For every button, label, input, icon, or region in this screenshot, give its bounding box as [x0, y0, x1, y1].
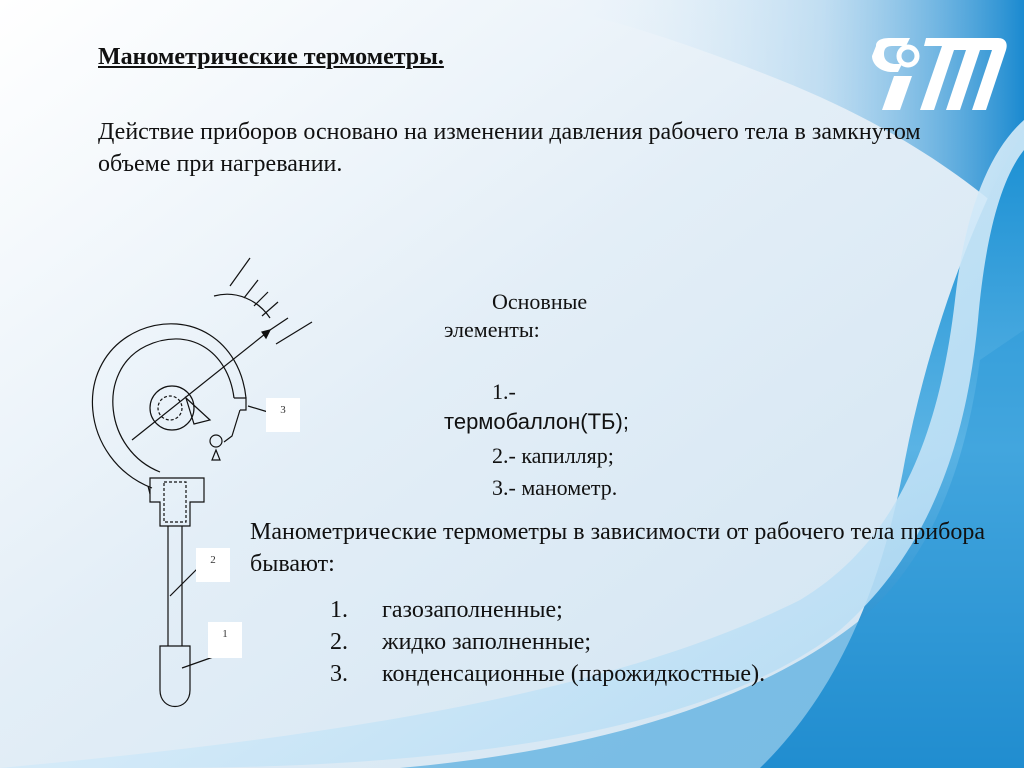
callout-label-3: 3	[266, 398, 300, 432]
intro-text: Действие приборов основано на изменении давления рабочего тела в замкнутом объеме при нагревании.	[98, 119, 921, 177]
element-1-label: термобаллон(ТБ);	[444, 409, 629, 434]
list-item-label: конденсационные (парожидкостные).	[382, 661, 766, 687]
list-item	[330, 594, 765, 626]
bourdon-tube	[92, 324, 246, 488]
list-item-label: жидко заполненные;	[382, 629, 592, 655]
fitting	[150, 478, 204, 526]
element-2-label: 2.- капилляр;	[492, 443, 614, 468]
types-intro-text: Манометрические термометры в зависимости от рабочего тела прибора бывают:	[250, 519, 985, 577]
list-item-number: 3.	[330, 661, 348, 687]
pointer	[132, 330, 270, 440]
thermometer-diagram	[70, 240, 330, 720]
list-item-number: 1.	[330, 597, 348, 623]
list-item	[330, 658, 765, 690]
element-3-label: 3.- манометр.	[492, 475, 618, 500]
list-item	[330, 626, 765, 658]
element-1-prefix: 1.-	[492, 379, 516, 404]
main-elements-heading: Основные элементы:	[444, 289, 588, 342]
list-item-label: газозаполненные;	[382, 597, 563, 623]
thermobulb	[160, 646, 190, 707]
types-list	[330, 594, 765, 690]
list-item-number: 2.	[330, 629, 348, 655]
university-logo-icon	[868, 36, 1008, 112]
callout-label-2: 2	[196, 548, 230, 582]
slide-title: Манометрические термометры.	[98, 44, 444, 70]
callout-label-1: 1	[208, 622, 242, 658]
